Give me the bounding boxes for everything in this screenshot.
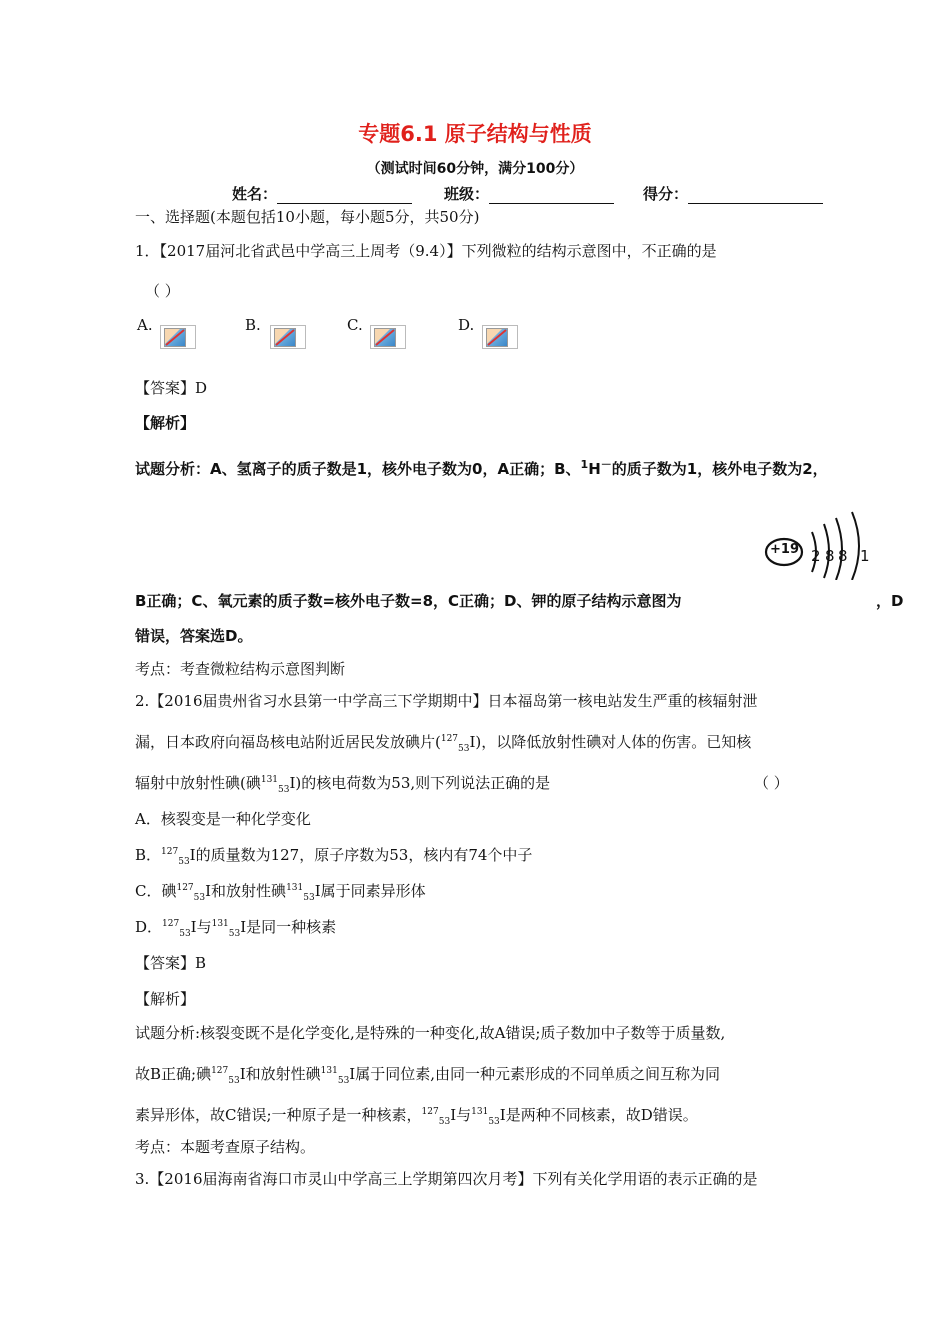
- q3-stem: 3.【2016届海南省海口市灵山中学高三上学期第四次月考】下列有关化学用语的表示正确的是: [135, 1170, 758, 1188]
- atom-nucleus-label: +19: [770, 542, 799, 557]
- score-field: [643, 183, 823, 204]
- broken-image-icon: [160, 325, 196, 349]
- q1-analysis-line2-end: ，D: [876, 592, 904, 610]
- section-heading: 一、选择题(本题包括10小题，每小题5分，共50分): [135, 208, 480, 226]
- q2-option-d: D．$^{127}_{53}$I与$^{131}_{53}$I是同一种核素: [135, 918, 337, 939]
- q1-analysis-line2: B正确；C、氧元素的质子数=核外电子数=8，C正确；D、钾的原子结构示意图为: [135, 592, 682, 610]
- q2-analysis-label: 【解析】: [135, 990, 196, 1008]
- name-field: [232, 183, 412, 204]
- potassium-atom-diagram: [762, 510, 882, 580]
- q1-analysis-label: 【解析】: [135, 414, 196, 432]
- q1-answer: 【答案】D: [135, 379, 208, 397]
- q2-kaodian: 考点：本题考查原子结构。: [135, 1138, 316, 1156]
- q2-analysis-line1: 试题分析:核裂变既不是化学变化,是特殊的一种变化,故A错误;质子数加中子数等于质量数,: [135, 1024, 726, 1042]
- q2-stem-line3: 辐射中放射性碘(碘$^{131}_{53}$I)的核电荷数为53,则下列说法正确的是: [135, 774, 551, 795]
- name-blank: [277, 187, 412, 204]
- page-title: 专题6.1 原子结构与性质: [358, 122, 592, 146]
- class-label: 班级：: [444, 185, 490, 203]
- q1-kaodian: 考点：考查微粒结构示意图判断: [135, 660, 346, 678]
- atom-shell-1: 2: [811, 547, 821, 565]
- class-field: [444, 183, 614, 204]
- q2-analysis-line3: 素异形体，故C错误;一种原子是一种核素，$^{127}_{53}$I与$^{131}_{53}$I是两种不同核素，故D错误。: [135, 1106, 698, 1127]
- q1-option-d: D.: [458, 316, 475, 334]
- score-label: 得分：: [643, 185, 689, 203]
- q2-option-a: A．核裂变是一种化学变化: [135, 810, 311, 828]
- q1-analysis-line1: 试题分析：A、氢离子的质子数是1，核外电子数为0，A正确；B、$^1$H－的质子数为1，核外电子数为2，: [135, 458, 828, 478]
- q1-option-b: B.: [245, 316, 261, 334]
- q1-option-a: A.: [137, 316, 153, 334]
- class-blank: [489, 187, 614, 204]
- name-label: 姓名：: [232, 185, 278, 203]
- atom-shell-4: 1: [860, 547, 870, 565]
- q1-blank: （ ）: [145, 282, 180, 300]
- atom-shell-3: 8: [838, 547, 848, 565]
- q2-stem-line1: 2.【2016届贵州省习水县第一中学高三下学期期中】日本福岛第一核电站发生严重的核辐射泄: [135, 692, 758, 710]
- broken-image-icon: [482, 325, 518, 349]
- q1-option-c: C.: [347, 316, 363, 334]
- broken-image-icon: [370, 325, 406, 349]
- q2-blank: （ ）: [754, 774, 789, 792]
- page-subtitle: （测试时间60分钟，满分100分）: [366, 161, 584, 177]
- q2-option-b: B．$^{127}_{53}$I的质量数为127，原子序数为53，核内有74个中子: [135, 846, 533, 867]
- q2-option-c: C．碘$^{127}_{53}$I和放射性碘$^{131}_{53}$I属于同素异形体: [135, 882, 426, 903]
- q2-stem-line2: 漏，日本政府向福岛核电站附近居民发放碘片($^{127}_{53}$I)，以降低放射性碘对人体的伤害。已知核: [135, 733, 752, 754]
- broken-image-icon: [270, 325, 306, 349]
- q2-analysis-line2: 故B正确;碘$^{127}_{53}$I和放射性碘$^{131}_{53}$I属于同位素,由同一种元素形成的不同单质之间互称为同: [135, 1065, 720, 1086]
- q1-stem: 1．【2017届河北省武邑中学高三上周考（9.4）】下列微粒的结构示意图中，不正确的是: [135, 242, 717, 260]
- atom-shell-2: 8: [825, 547, 835, 565]
- q1-analysis-line3: 错误，答案选D。: [135, 627, 253, 645]
- q2-answer: 【答案】B: [135, 954, 207, 972]
- score-blank: [688, 187, 823, 204]
